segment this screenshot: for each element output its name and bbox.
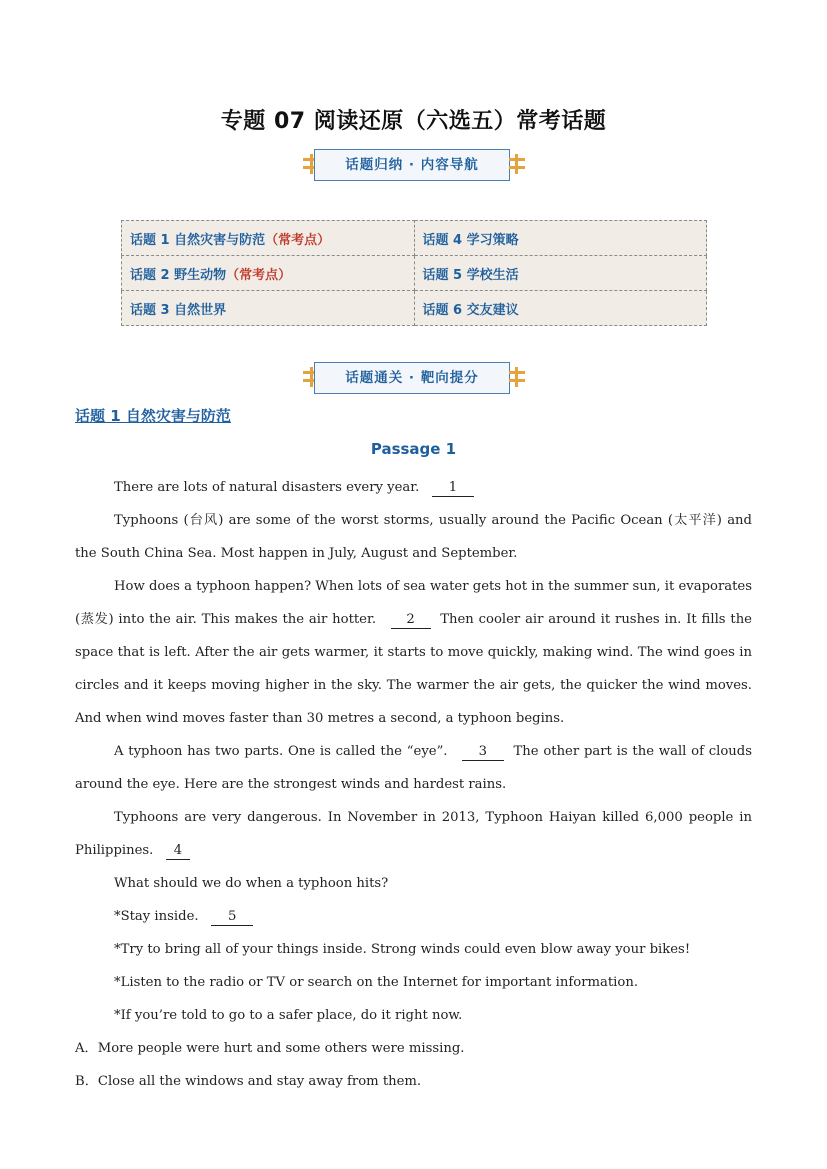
topic-cell: 话题 4 学习策略 <box>414 221 707 256</box>
banner-right-ornament-icon <box>509 367 525 387</box>
section-heading: 话题 1 自然灾害与防范 <box>75 407 231 425</box>
banner-right-ornament-icon <box>509 154 525 174</box>
page-title: 专题 07 阅读还原（六选五）常考话题 <box>220 109 607 134</box>
banner-label: 话题归纳 · 内容导航 <box>314 149 510 181</box>
table-row <box>122 291 707 326</box>
blank-5: 5 <box>211 909 253 926</box>
blank-2: 2 <box>391 612 431 629</box>
paragraph: Typhoons (台风) are some of the worst storms, usually around the Pacific Ocean (太平洋) and the South China Sea. Most happen in July, August and September. <box>75 513 752 561</box>
paragraph: What should we do when a typhoon hits? <box>114 876 389 891</box>
paragraph: There are lots of natural disasters every year. 1 <box>75 471 752 504</box>
blank-1: 1 <box>432 480 474 497</box>
topic-navigation-table <box>121 220 707 326</box>
topic-cell: 话题 1 自然灾害与防范（常考点） <box>122 221 415 256</box>
topic-cell: 话题 5 学校生活 <box>414 256 707 291</box>
table-row <box>122 256 707 291</box>
paragraph: *If you’re told to go to a safer place, do it right now. <box>114 1008 463 1023</box>
paragraph: *Stay inside. 5 <box>75 900 752 933</box>
paragraph: *Try to bring all of your things inside. Strong winds could even blow away your bikes! <box>114 942 691 957</box>
paragraph: A typhoon has two parts. One is called the “eye”. 3 The other part is the wall of clouds around the eye. Here are the strongest winds and hardest rains. <box>75 744 753 792</box>
topic-practice-banner <box>0 360 827 396</box>
passage-title: Passage 1 <box>370 440 457 458</box>
paragraph: How does a typhoon happen? When lots of sea water gets hot in the summer sun, it evaporates (蒸发) into the air. This makes the air hotter. 2 Then cooler air around it rushes in. It fills the space that is left. After the air gets warmer, it starts to move quickly, making wind. The wind goes in circles and it keeps moving higher in the sky. The warmer the air gets, the quicker the wind moves. And when wind moves faster than 30 metres a second, a typhoon begins. <box>75 579 752 726</box>
option-b: B．Close all the windows and stay away from them. <box>75 1074 422 1089</box>
passage-body <box>75 471 752 1098</box>
topic-cell: 话题 2 野生动物（常考点） <box>122 256 415 291</box>
topic-cell: 话题 6 交友建议 <box>414 291 707 326</box>
topic-cell: 话题 3 自然世界 <box>122 291 415 326</box>
topic-summary-banner <box>0 147 827 183</box>
paragraph: *Listen to the radio or TV or search on the Internet for important information. <box>114 975 639 990</box>
blank-4: 4 <box>166 843 190 860</box>
option-a: A．More people were hurt and some others were missing. <box>75 1041 465 1056</box>
paragraph: Typhoons are very dangerous. In November in 2013, Typhoon Haiyan killed 6,000 people in Philippines. 4 <box>75 810 752 858</box>
table-row <box>122 221 707 256</box>
banner-label: 话题通关 · 靶向提分 <box>314 362 510 394</box>
blank-3: 3 <box>462 744 504 761</box>
